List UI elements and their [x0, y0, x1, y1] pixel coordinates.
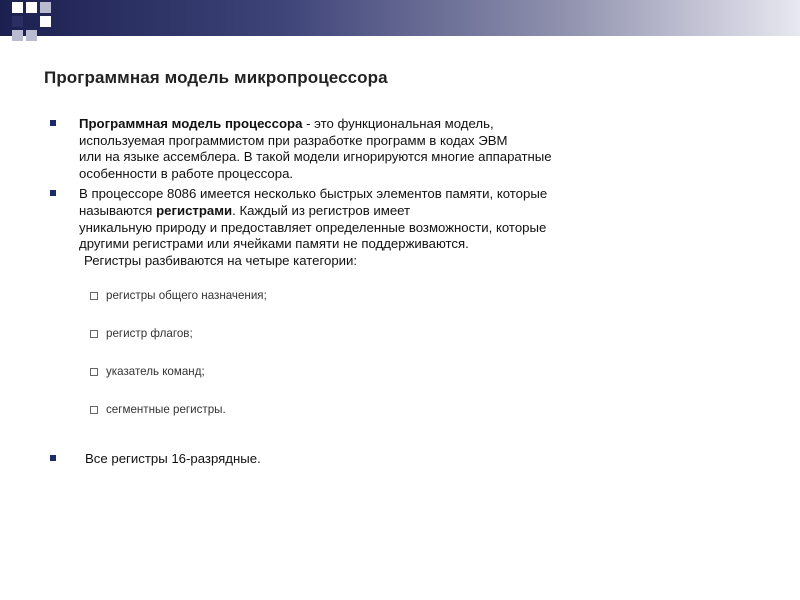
decor-square — [40, 2, 51, 13]
bullet-text: - это функциональная модель, — [302, 116, 494, 131]
square-bullet-icon — [90, 406, 98, 414]
bullet-icon — [50, 190, 56, 196]
decor-square — [12, 30, 23, 41]
square-bullet-icon — [90, 368, 98, 376]
list-item — [90, 289, 748, 303]
bold-term: Программная модель процессора — [79, 116, 303, 131]
bullet-registers — [48, 186, 748, 269]
decor-square — [26, 2, 37, 13]
bullet-text: . Каждый из регистров имеет — [232, 202, 411, 218]
bullet-line: особенности в работе процессора. — [79, 165, 294, 181]
list-item-text: регистр флагов; — [106, 327, 193, 341]
list-item-text: сегментные регистры. — [106, 403, 226, 417]
bullet-line: или на языке ассемблера. В такой модели игнорируются многие аппаратные — [79, 149, 552, 165]
square-bullet-icon — [90, 330, 98, 338]
list-item — [90, 403, 748, 417]
decor-square — [12, 16, 23, 27]
decor-square — [26, 30, 37, 41]
list-item — [90, 365, 748, 379]
bullet-line — [79, 116, 748, 133]
list-item-text: регистры общего назначения; — [106, 289, 267, 303]
bullet-line: другими регистрами или ячейками памяти не поддерживаются. — [79, 236, 469, 252]
bullet-line: Все регистры 16-разрядные. — [85, 451, 261, 467]
square-bullet-icon — [90, 292, 98, 300]
register-categories-list — [48, 289, 748, 417]
bullet-definition — [48, 116, 748, 182]
list-item-text: указатель команд; — [106, 365, 205, 379]
list-item — [90, 327, 748, 341]
decor-square — [40, 16, 51, 27]
bullet-icon — [50, 455, 56, 461]
bullet-line: используемая программистом при разработке программ в кодах ЭВМ — [79, 132, 508, 148]
bullet-icon — [50, 120, 56, 126]
decor-square — [12, 2, 23, 13]
bullet-register-width — [48, 451, 748, 468]
bullet-line: Регистры разбиваются на четыре категории: — [84, 252, 358, 268]
bullet-line — [79, 203, 748, 220]
slide-title: Программная модель микропроцессора — [44, 68, 388, 87]
header-band — [0, 0, 800, 36]
bold-term: регистрами — [156, 202, 233, 218]
bullet-line: В процессоре 8086 имеется несколько быстрых элементов памяти, которые — [79, 186, 548, 202]
slide-content — [48, 116, 748, 468]
bullet-line: уникальную природу и предоставляет определенные возможности, которые — [79, 219, 547, 235]
bullet-text: называются — [79, 202, 157, 218]
